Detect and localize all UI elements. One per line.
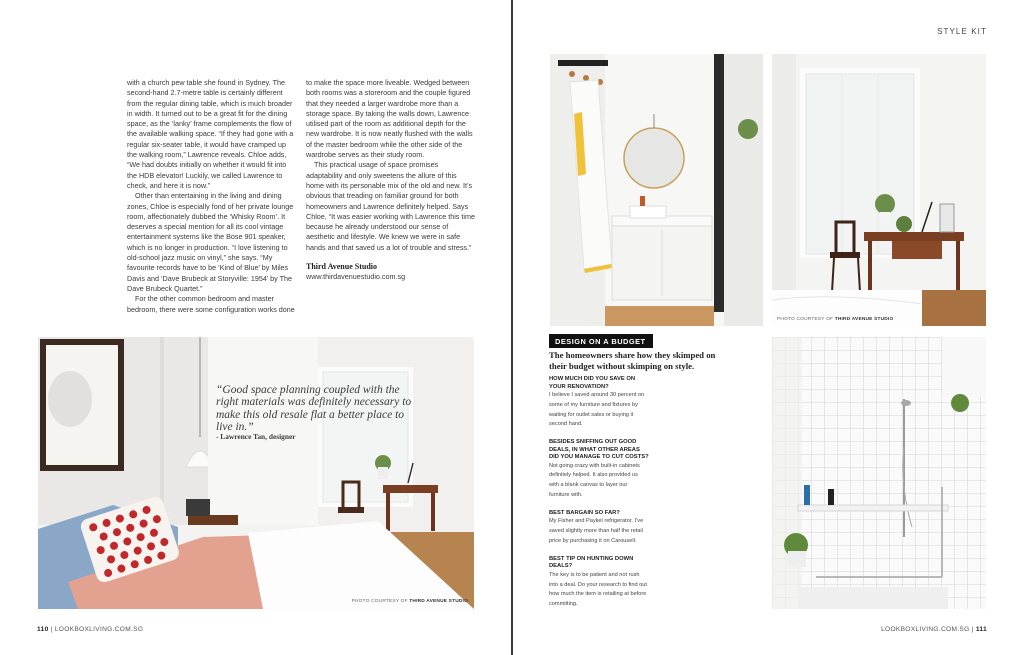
qa-list xyxy=(549,376,649,619)
right-page xyxy=(513,0,1024,655)
budget-heading: DESIGN ON A BUDGET xyxy=(549,334,653,348)
paragraph: to make the space more liveable. Wedged between both rooms was a storeroom and the couple figured that they needed a larger wardrobe more than a storage space. By taking the walls down, Lawrence utilised part of the room as additional depth for the new wardrobe. It is now neatly flushed with the walls of the master bedroom while the other side of the wardrobe serves as their study room. xyxy=(306,78,473,160)
paragraph: Other than entertaining in the living and dining zones, Chloe is especially fond of her private lounge room, affectionately dubbed the ‘Whisky Room’. It deserves a special mention for all its cool vintage entertainment systems like the Bose 901 speaker, which is no longer in production. “I love listening to old-school jazz music on vinyl,” she says. “My favourite records have to be ‘Kind of Blue’ by Miles Davis and ‘Dave Brubeck at Storyville: 1954’ by The Dave Brubeck Quartet.” xyxy=(127,191,294,293)
left-page xyxy=(0,0,511,655)
section-label: STYLE KIT xyxy=(937,27,987,36)
folio-site: | LOOKBOXLIVING.COM.SG xyxy=(50,626,144,633)
bathroom-sink-illustration xyxy=(550,54,763,326)
qa-question: BEST TIP ON HUNTING DOWN DEALS? xyxy=(549,555,634,570)
photo-credit-prefix: PHOTO COURTESY OF xyxy=(351,599,408,604)
folio-site: LOOKBOXLIVING.COM.SG | xyxy=(881,626,974,633)
page-number: 110 xyxy=(37,626,49,633)
body-column-2 xyxy=(306,78,476,283)
study-room-photo xyxy=(772,54,986,326)
photo-credit xyxy=(352,599,468,604)
photo-credit-name: THIRD AVENUE STUDIO xyxy=(834,317,894,322)
qa-answer: Not going crazy with built-in cabinets definitely helped. It also provided us with a blank canvas to layer our furniture with. xyxy=(549,462,640,499)
budget-intro: The homeowners share how they skimped on their budget without skimping on style. xyxy=(549,350,716,371)
paragraph: This practical usage of space promises adaptability and only sweetens the allure of this home with its personable mix of the old and new. It’s obvious that treading on familiar ground for both homeowners and Lawrence definitely helped. Says Chloe, “It was easier working with Lawrence this time because he already understood our sense of aesthetic and lifestyle. We knew we were in safe hands and that saved us a lot of trouble and stress.” xyxy=(306,160,475,252)
body-column-1 xyxy=(127,78,297,315)
studio-name: Third Avenue Studio xyxy=(306,262,377,272)
qa-answer: The key is to be patient and not rush into a deal. Do your research to find out how much the item is retailing at before committing. xyxy=(549,571,647,608)
qa-question: BEST BARGAIN SO FAR? xyxy=(549,509,620,516)
photo-credit-name: THIRD AVENUE STUDIO xyxy=(409,599,468,604)
qa-question: HOW MUCH DID YOU SAVE ON YOUR RENOVATION? xyxy=(549,376,636,390)
qa-answer: My Fisher and Paykel refrigerator. I’ve saved slightly more than half the retail price by purchasing it on Carousell. xyxy=(549,518,644,544)
right-folio xyxy=(881,626,987,633)
shower-photo xyxy=(772,337,986,609)
left-folio xyxy=(37,626,143,633)
qa-question: BESIDES SNIFFING OUT GOOD DEALS, IN WHAT OTHER AREAS DID YOU MANAGE TO CUT COSTS? xyxy=(549,439,649,461)
qa-answer: I believe I saved around 30 percent on some of my furniture and fixtures by waiting for outlet sales or buying it second hand. xyxy=(549,392,645,428)
studio-url: www.thirdavenuestudio.com.sg xyxy=(306,272,406,282)
pull-quote: “Good space planning coupled with the right materials was definitely necessary to make this old resale flat a better place to live in.” xyxy=(216,384,412,434)
paragraph: with a church pew table she found in Sydney. The second-hand 2.7-metre table is certainly different from the regular dining table, which is much broader in width. It turned out to be a great fit for the dining space, as the ‘lanky’ frame complements the flow of the available walking space. “If they had gone with a regular six-seater table, it would have cramped up the walking room,” Lawrence reveals. Chloe adds, “We had doubts initially on whether it would fit into the HDB elevator! Luckily, we called Lawrence to check, and here it is now.” xyxy=(127,78,294,190)
photo-credit-prefix: PHOTO COURTESY OF xyxy=(777,317,834,322)
shower-illustration xyxy=(772,337,986,609)
bedroom-photo xyxy=(38,337,474,609)
paragraph: For the other common bedroom and master bedroom, there were some configuration works done xyxy=(127,294,295,314)
bathroom-sink-photo xyxy=(550,54,763,326)
photo-credit xyxy=(777,317,893,322)
study-room-illustration xyxy=(772,54,986,326)
page-number: 111 xyxy=(975,626,987,633)
bedroom-illustration xyxy=(38,337,474,609)
quote-attribution: - Lawrence Tan, designer xyxy=(216,432,296,441)
